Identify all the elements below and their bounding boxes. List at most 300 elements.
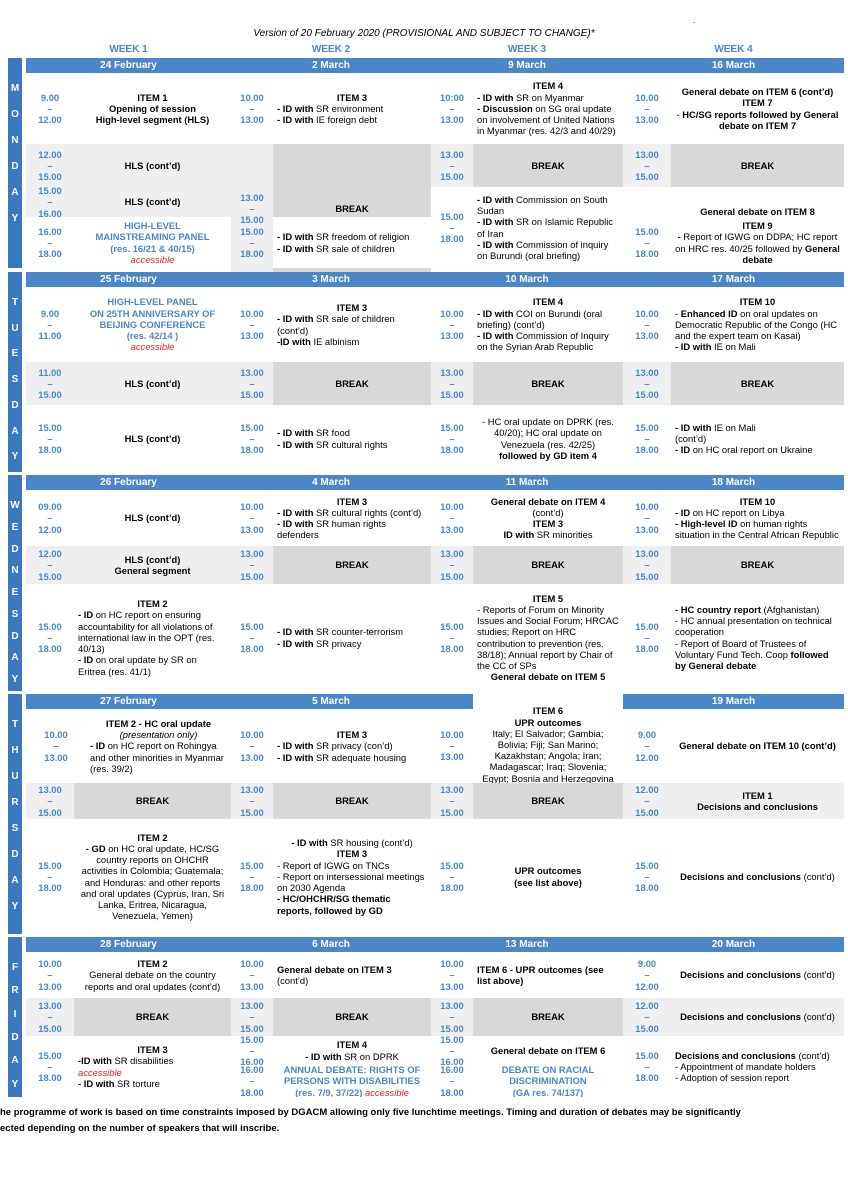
day-letter: D bbox=[11, 543, 19, 555]
footnote bbox=[0, 1105, 848, 1137]
time-slot: 13.00 – 15.00 bbox=[623, 362, 671, 405]
time-slot: 10.00 – 13.00 bbox=[635, 501, 659, 535]
break-cell: BREAK bbox=[671, 144, 844, 187]
day-letter: O bbox=[11, 109, 19, 120]
time-slot: 13.00 – 15.00 bbox=[431, 783, 473, 819]
time-slot: 15.00 – 18.00 bbox=[635, 1049, 659, 1084]
day-letter: D bbox=[11, 849, 19, 860]
date-row bbox=[26, 475, 844, 490]
item-line: Decisions and conclusions (cont’d) bbox=[680, 969, 835, 981]
item-line: - ID with SR sale of children (cont’d) bbox=[277, 313, 395, 336]
item-text: Opening of session bbox=[109, 102, 196, 114]
item-line: - Report of IGWG on DDPA; HC report on HRC res. 40/25 followed by General debate bbox=[675, 231, 840, 265]
date-cell: 16 March bbox=[711, 60, 756, 71]
item-text: Decisions and conclusions bbox=[697, 801, 818, 812]
item-text: followed by GD item 4 bbox=[499, 449, 597, 461]
date-cell: 19 March bbox=[711, 696, 756, 707]
day-letter: Y bbox=[11, 674, 19, 686]
time-slot: 13.00 – 15.00 bbox=[231, 362, 273, 405]
time-slot: 10.00 – 13.00 bbox=[240, 501, 264, 535]
date-cell: 10 March bbox=[505, 274, 549, 285]
item-line: ID with SR minorities bbox=[503, 529, 593, 541]
day-letter: S bbox=[11, 823, 19, 834]
session-cell bbox=[74, 1036, 231, 1097]
session-cell: HLS (cont’d) bbox=[74, 187, 231, 217]
time-slot: 13.00 – 15.00 bbox=[26, 783, 74, 819]
session-cell bbox=[74, 819, 231, 934]
panel-title: ANNUAL DEBATE: RIGHTS OF PERSONS WITH DISABILITIES bbox=[283, 1065, 421, 1087]
panel-title: ON 25TH ANNIVERSARY OF bbox=[89, 307, 216, 319]
session-cell bbox=[273, 1036, 431, 1065]
session-cell: HLS (cont’d) bbox=[74, 362, 231, 405]
time-slot: 10.00 – 13.00 bbox=[440, 728, 464, 763]
day-letter: A bbox=[11, 652, 19, 664]
session-cell bbox=[273, 287, 431, 362]
time-slot: 13.00 – 15.00 bbox=[231, 783, 273, 819]
session-cell bbox=[671, 783, 844, 819]
break-cell: BREAK bbox=[473, 546, 623, 584]
day-letter: D bbox=[11, 161, 19, 172]
session-cell: HLS (cont’d) bbox=[74, 144, 231, 187]
day-letter: I bbox=[13, 1008, 17, 1020]
item-title: ITEM 4 bbox=[532, 296, 564, 308]
panel-title: MAINSTREAMING PANEL bbox=[95, 231, 210, 243]
item-text: (presentation only) bbox=[119, 729, 198, 741]
day-letter: A bbox=[11, 875, 19, 886]
item-line: - ID on HC report on Libya bbox=[675, 506, 785, 518]
item-title: ITEM 2 - HC oral update bbox=[105, 717, 212, 729]
day-label-friday bbox=[8, 937, 22, 1097]
time-slot: 15.00 – 18.00 bbox=[635, 859, 659, 894]
time-slot: 13.00 – 15.00 bbox=[231, 144, 273, 273]
header-mark: . bbox=[693, 16, 696, 25]
session-cell bbox=[273, 217, 431, 268]
session-cell bbox=[671, 819, 844, 934]
session-cell bbox=[74, 952, 231, 998]
session-cell: HLS (cont’d) bbox=[124, 512, 181, 524]
break-cell: BREAK bbox=[671, 546, 844, 584]
time-slot: 10.00 – 13.00 bbox=[440, 501, 464, 535]
item-line: Decisions and conclusions (cont’d) bbox=[675, 1049, 830, 1061]
break-cell: BREAK bbox=[74, 783, 231, 819]
day-letter: D bbox=[11, 630, 19, 642]
day-letter: R bbox=[11, 985, 19, 997]
time-slot: 10.00 – 13.00 bbox=[240, 307, 264, 342]
item-text: - Report on intersessional meetings on 2030 Agenda bbox=[277, 870, 425, 894]
date-cell: 27 February bbox=[100, 696, 157, 707]
item-line: -ID with IE albinism bbox=[277, 335, 360, 347]
item-text: High-level segment (HLS) bbox=[95, 114, 210, 126]
time-slot: 15.00 – 18.00 bbox=[38, 620, 62, 655]
item-line: - ID with SR cultural rights (cont’d) bbox=[277, 506, 422, 518]
time-slot: 15.00 – 18.00 bbox=[240, 859, 264, 894]
time-slot: 15.00 – 18.00 bbox=[635, 620, 659, 655]
time-slot: 10.00 – 13.00 bbox=[635, 307, 659, 342]
day-letter: D bbox=[11, 399, 19, 411]
time-slot: 10.00 – 13.00 bbox=[440, 307, 464, 342]
day-letter: Y bbox=[11, 901, 19, 912]
item-line: - ID with SR on Myanmar bbox=[477, 91, 584, 103]
session-cell bbox=[74, 73, 231, 144]
item-line: - ID with SR sale of children bbox=[277, 242, 395, 254]
item-line: - ID with SR environment bbox=[277, 102, 384, 114]
item-line: - ID with IE on Mali bbox=[675, 421, 756, 433]
session-cell bbox=[86, 709, 231, 783]
panel-cell bbox=[473, 1065, 623, 1097]
panel-title: BEIJING CONFERENCE bbox=[99, 318, 206, 330]
time-slot: 15.00 – 18.00 bbox=[635, 421, 659, 456]
time-slot: 15.00 – 18.00 bbox=[38, 421, 62, 456]
time-slot: 11.00 – 15.00 bbox=[26, 362, 74, 405]
session-cell bbox=[273, 73, 431, 144]
time-slot: 13.00 – 15.00 bbox=[623, 144, 671, 187]
item-title: ITEM 2 bbox=[137, 831, 168, 843]
time-slot: 13.00 – 15.00 bbox=[431, 998, 473, 1036]
date-row bbox=[26, 272, 844, 287]
item-line: - ID with SR freedom of religion bbox=[277, 231, 410, 243]
time-slot: 10.00 – 13.00 bbox=[44, 729, 68, 763]
item-line: - ID with Commission of inquiry on Burundi (oral briefing) bbox=[477, 238, 609, 261]
item-title: ITEM 4 bbox=[336, 1039, 368, 1051]
time-slot: 10.00 – 13.00 bbox=[38, 958, 62, 992]
session-cell bbox=[671, 952, 844, 998]
panel-title: DISCRIMINATION bbox=[509, 1075, 587, 1087]
break-cell: BREAK bbox=[273, 546, 431, 584]
panel-cell bbox=[273, 1065, 431, 1097]
item-title: ITEM 1 bbox=[137, 91, 168, 103]
item-title: ITEM 2 bbox=[137, 598, 168, 610]
day-letter: R bbox=[11, 797, 19, 808]
version-header: Version of 20 February 2020 (PROVISIONAL AND SUBJECT TO CHANGE)* bbox=[253, 28, 595, 39]
item-line: - Discussion on SG oral update on involvement of United Nations in Myanmar (res. 42/3 and 40/29) bbox=[477, 102, 616, 137]
time-slot: 16.00 – 18.00 bbox=[440, 1065, 464, 1097]
item-text: - Reports of Forum on Minority Issues and Social Forum; HRCAC studies; Report on HRC contribution to prevention (res. 38/18); Annual report by Chair of the CC of SPs bbox=[477, 603, 619, 671]
session-cell bbox=[671, 405, 844, 472]
item-title: ITEM 7 bbox=[742, 97, 773, 109]
item-line: - ID on HC report on Rohingya and other minorities in Myanmar (res. 39/2) bbox=[90, 740, 224, 774]
date-cell: 5 March bbox=[312, 696, 350, 707]
item-line: - HC country report (Afghanistan) bbox=[675, 603, 820, 615]
item-text: Italy; El Salvador; Gambia; Bolivia; Fiji; San Marino; Kazakhstan; Angola; Iran; Madagascar; Iraq; Slovenia; Egypt; Bosnia and Herzegovina bbox=[482, 727, 614, 783]
item-line: - ID with SR privacy bbox=[277, 637, 362, 649]
panel-resolution: (GA res. 74/137) bbox=[512, 1086, 584, 1097]
item-line: - ID with SR human rights defenders bbox=[277, 518, 386, 541]
day-letter: F bbox=[11, 962, 19, 973]
date-cell: 2 March bbox=[312, 60, 350, 71]
date-cell: 4 March bbox=[312, 477, 350, 488]
item-text: (cont’d) bbox=[277, 975, 309, 986]
item-text: General segment bbox=[114, 565, 191, 576]
session-cell: ITEM 6 - UPR outcomes (see list above) bbox=[477, 963, 604, 986]
panel-cell bbox=[74, 287, 231, 362]
date-cell: 6 March bbox=[312, 939, 350, 950]
day-letter: S bbox=[11, 374, 19, 386]
session-cell: General debate on ITEM 8 bbox=[700, 205, 815, 217]
date-cell: 18 March bbox=[711, 477, 756, 488]
time-slot: 10.00 – 13.00 bbox=[635, 91, 659, 126]
panel-resolution: (res. 16/21 & 40/15) bbox=[110, 242, 195, 254]
session-cell bbox=[671, 490, 844, 546]
item-text: General debate on ITEM 6 (cont’d) bbox=[681, 86, 834, 98]
item-text: (see list above) bbox=[514, 876, 582, 888]
day-letter: T bbox=[11, 719, 19, 730]
session-cell bbox=[671, 584, 844, 691]
time-slot: 15.00 – 18.00 bbox=[440, 210, 464, 245]
session-cell bbox=[473, 584, 623, 691]
day-letter: Y bbox=[11, 213, 19, 224]
time-slot: 15.00 – 18.00 bbox=[440, 859, 464, 894]
day-letter: Y bbox=[11, 1078, 19, 1090]
date-cell: 28 February bbox=[100, 939, 157, 950]
session-cell bbox=[671, 73, 844, 144]
time-slot: 16.00 – 18.00 bbox=[240, 1065, 264, 1097]
time-slot: 10.00 – 13.00 bbox=[240, 91, 264, 126]
session-cell: HLS (cont’d) bbox=[124, 432, 181, 444]
date-cell: 26 February bbox=[100, 477, 157, 488]
session-cell bbox=[473, 819, 623, 934]
break-cell: BREAK bbox=[473, 144, 623, 187]
item-line: - ID with SR food bbox=[277, 427, 350, 439]
day-letter: A bbox=[11, 425, 19, 437]
item-title: ITEM 3 bbox=[137, 1044, 168, 1056]
item-title: ITEM 6 bbox=[532, 705, 564, 717]
session-cell bbox=[473, 490, 623, 546]
item-title: ITEM 9 bbox=[742, 220, 773, 232]
time-slot: 09.00 – 12.00 bbox=[38, 501, 62, 535]
time-slot: 12.00 – 15.00 bbox=[623, 998, 671, 1036]
panel-title: HIGH-LEVEL PANEL bbox=[107, 296, 198, 308]
time-slot: 13.00 – 15.00 bbox=[431, 362, 473, 405]
session-cell bbox=[671, 1036, 844, 1097]
week-1-label: WEEK 1 bbox=[109, 44, 148, 55]
session-cell: General debate on ITEM 6 bbox=[490, 1044, 606, 1056]
item-line: - High-level ID on human rights situation in the Central African Republic bbox=[675, 518, 839, 541]
item-text: General debate on the country reports and oral updates (cont’d) bbox=[84, 969, 221, 992]
day-letter: A bbox=[11, 1055, 19, 1067]
time-slot: 9.00 – 11.00 bbox=[38, 307, 62, 342]
time-slot: 13.00 – 15.00 bbox=[431, 144, 473, 187]
time-slot: 15.00 – 18.00 bbox=[240, 225, 264, 260]
item-line: - ID with SR counter-terrorism bbox=[277, 626, 404, 638]
date-cell: 25 February bbox=[100, 274, 157, 285]
item-line: - ID on HC oral report on Ukraine bbox=[675, 444, 813, 456]
time-slot: 15.00 – 18.00 bbox=[635, 225, 659, 260]
time-slot: 13.00 – 15.00 bbox=[623, 546, 671, 584]
time-slot: 13.00 – 15.00 bbox=[231, 546, 273, 584]
date-cell: 11 March bbox=[505, 477, 549, 488]
session-cell bbox=[273, 709, 431, 783]
week-2-label: WEEK 2 bbox=[311, 44, 351, 55]
item-line: Decisions and conclusions (cont’d) bbox=[680, 1011, 835, 1023]
item-line: - ID on HC report on ensuring accountability for all violations of international law in the OPT (res. 40/13) bbox=[78, 609, 215, 655]
date-row bbox=[26, 58, 844, 73]
time-slot: 13.00 – 15.00 bbox=[231, 998, 273, 1036]
day-wednesday bbox=[10, 475, 844, 691]
item-text: General debate on ITEM 3 bbox=[277, 963, 392, 975]
date-cell: 3 March bbox=[312, 274, 350, 285]
time-slot: 15.00 – 18.00 bbox=[38, 1049, 62, 1084]
break-cell: BREAK bbox=[473, 362, 623, 405]
time-slot: 9.00 – 12.00 bbox=[635, 958, 659, 992]
time-slot: 15.00 – 16.00 bbox=[240, 1036, 264, 1065]
item-line: - ID with SR housing (cont’d) bbox=[291, 837, 413, 849]
day-monday bbox=[10, 58, 844, 268]
item-text: General debate on ITEM 5 bbox=[490, 671, 606, 683]
item-text: - HC/OHCHR/SG thematic reports, followed by GD bbox=[277, 893, 391, 916]
item-text: - HC annual presentation on technical cooperation bbox=[675, 615, 832, 638]
session-cell bbox=[273, 819, 431, 934]
session-cell bbox=[74, 546, 231, 584]
item-line: - Enhanced ID on oral updates on Democratic Republic of the Congo (HC and the expert team on Kasai) bbox=[675, 307, 838, 342]
footnote-line: ected depending on the number of speakers that will inscribe. bbox=[0, 1123, 280, 1134]
item-line: - Report of Board of Trustees of Voluntary Fund Tech. Coop followed by General debate bbox=[675, 637, 829, 671]
item-title: ITEM 4 bbox=[532, 80, 564, 92]
time-slot: 9.00 – 12.00 bbox=[38, 91, 62, 126]
day-letter: M bbox=[10, 83, 20, 94]
date-row bbox=[26, 937, 844, 952]
item-text: HLS (cont’d) bbox=[124, 553, 181, 565]
item-text: General debate on ITEM 4 bbox=[490, 495, 606, 507]
item-line: - ID with IE on Mali bbox=[675, 341, 756, 353]
time-slot: 15.00 – 16.00 bbox=[440, 1036, 464, 1065]
week-4-label: WEEK 4 bbox=[714, 44, 753, 55]
session-cell bbox=[671, 217, 844, 268]
break-cell: BREAK bbox=[74, 998, 231, 1036]
item-title: ITEM 3 bbox=[336, 91, 368, 103]
panel-resolution: (res. 42/14 ) bbox=[126, 330, 179, 342]
time-slot: 15.00 – 16.00 bbox=[26, 187, 74, 217]
day-label-thursday bbox=[8, 694, 22, 934]
time-slot: 10.00 – 13.00 bbox=[240, 729, 264, 763]
break-cell: BREAK bbox=[473, 998, 623, 1036]
session-cell bbox=[473, 287, 623, 362]
break-cell: BREAK bbox=[273, 998, 431, 1036]
item-text: - HC oral update on DPRK (res. 40/20); HC oral update on Venezuela (res. 42/25) bbox=[482, 416, 614, 450]
day-letter: E bbox=[11, 587, 19, 599]
session-cell bbox=[273, 584, 431, 691]
time-slot: 15.00 – 18.00 bbox=[240, 620, 264, 655]
session-cell bbox=[473, 405, 623, 472]
date-cell: 17 March bbox=[711, 274, 756, 285]
break-cell: BREAK bbox=[671, 362, 844, 405]
day-letter: W bbox=[10, 500, 20, 511]
time-slot: 12.00 – 15.00 bbox=[623, 783, 671, 819]
programme-grid bbox=[10, 58, 844, 1097]
session-cell bbox=[273, 952, 431, 998]
item-title: ITEM 5 bbox=[532, 592, 564, 604]
day-letter: E bbox=[11, 348, 19, 360]
item-line: - ID on oral update by SR on Eritrea (res. 41/1) bbox=[78, 654, 197, 677]
session-cell bbox=[273, 405, 431, 472]
break-cell: BREAK bbox=[473, 783, 623, 819]
day-thursday bbox=[11, 694, 844, 934]
session-cell bbox=[273, 490, 431, 546]
week-header-row bbox=[26, 44, 844, 58]
week-3-label: WEEK 3 bbox=[507, 44, 547, 55]
date-cell: 9 March bbox=[508, 60, 546, 71]
time-slot: 15.00 – 18.00 bbox=[440, 421, 464, 456]
session-cell bbox=[671, 287, 844, 362]
day-letter: N bbox=[11, 565, 19, 577]
item-line: Decisions and conclusions (cont’d) bbox=[680, 870, 835, 882]
item-line: - ID with COI on Burundi (oral briefing) (cont’d) bbox=[477, 307, 603, 330]
day-label-monday bbox=[8, 58, 22, 268]
item-text: UPR outcomes bbox=[514, 716, 582, 728]
item-title: ITEM 10 bbox=[739, 296, 776, 308]
item-text: - Appointment of mandate holders bbox=[675, 1060, 816, 1072]
item-line: - HC/SG reports followed by General debate on ITEM 7 bbox=[676, 108, 839, 131]
accessible-note: accessible bbox=[78, 1066, 122, 1078]
session-cell bbox=[473, 73, 623, 144]
time-slot: 9.00 – 12.00 bbox=[635, 729, 659, 763]
day-letter: U bbox=[11, 322, 19, 334]
item-line: (res. 7/9, 37/22) accessible bbox=[295, 1086, 409, 1097]
item-title: ITEM 3 bbox=[532, 518, 564, 529]
date-cell: 24 February bbox=[100, 60, 157, 71]
day-letter: N bbox=[11, 135, 19, 146]
session-cell bbox=[671, 998, 844, 1036]
footnote-line: he programme of work is based on time constraints imposed by DGACM allowing only five lunchtime meetings. Timing and duration of debates may be significantly bbox=[0, 1107, 741, 1118]
day-letter: A bbox=[11, 187, 19, 198]
item-text: (cont’d) bbox=[532, 506, 564, 518]
item-title: ITEM 3 bbox=[336, 729, 368, 741]
day-tuesday bbox=[11, 272, 844, 472]
item-line: -ID with SR disabilities bbox=[78, 1055, 174, 1067]
time-slot: 12.00 – 15.00 bbox=[26, 546, 74, 584]
session-cell bbox=[473, 187, 623, 268]
session-cell: General debate on ITEM 10 (cont’d) bbox=[679, 740, 836, 752]
item-line: - ID with SR on DPRK bbox=[305, 1050, 399, 1062]
item-title: ITEM 1 bbox=[742, 789, 773, 801]
break-cell: BREAK bbox=[273, 783, 431, 819]
day-letter: Y bbox=[11, 451, 19, 463]
day-letter: T bbox=[11, 297, 19, 308]
day-letter: U bbox=[11, 771, 19, 782]
time-slot: 10:00 – 13.00 bbox=[440, 91, 464, 126]
time-slot: 15.00 – 18.00 bbox=[240, 421, 264, 456]
time-slot: 13.00 – 15.00 bbox=[431, 546, 473, 584]
time-slot: 10.00 – 13.00 bbox=[240, 958, 264, 992]
item-title: ITEM 3 bbox=[336, 848, 368, 860]
item-line: - ID with Commission of Inquiry on the Syrian Arab Republic bbox=[477, 330, 609, 353]
day-letter: E bbox=[11, 521, 19, 533]
time-slot: 12.00 – 15.00 bbox=[26, 144, 74, 187]
item-line: - GD on HC oral update, HC/SG country reports on OHCHR activities in Colombia; Guatemala; and Honduras: and other reports and oral updates (Cyprus, Iran, Sri Lanka, Eritrea, Nicaragua, Venezuela, Yemen) bbox=[80, 842, 225, 922]
item-title: ITEM 3 bbox=[336, 495, 368, 507]
break-cell: BREAK bbox=[273, 362, 431, 405]
item-text: (cont’d) bbox=[675, 432, 707, 444]
item-line: - ID with IE foreign debt bbox=[277, 114, 378, 126]
day-letter: H bbox=[11, 745, 19, 756]
item-line: - ID with SR on Islamic Republic of Iran bbox=[477, 216, 613, 239]
accessible-note: accessible bbox=[130, 341, 175, 353]
panel-cell bbox=[74, 217, 231, 268]
day-label-tuesday bbox=[8, 272, 22, 472]
item-line: - ID with SR torture bbox=[78, 1077, 160, 1089]
time-slot: 15.00 – 18.00 bbox=[38, 859, 62, 894]
date-cell: 13 March bbox=[505, 939, 549, 950]
date-cell: 20 March bbox=[711, 939, 756, 950]
item-title: ITEM 10 bbox=[739, 495, 776, 507]
item-line: - ID with SR privacy (con’d) bbox=[277, 740, 393, 752]
day-label-wednesday bbox=[8, 475, 22, 691]
item-line: - ID with SR cultural rights bbox=[277, 438, 388, 450]
session-cell bbox=[473, 694, 623, 783]
day-friday bbox=[11, 937, 844, 1097]
accessible-note: accessible bbox=[130, 253, 175, 265]
time-slot: 13.00 – 15.00 bbox=[26, 998, 74, 1036]
item-text: - Adoption of session report bbox=[675, 1072, 790, 1084]
